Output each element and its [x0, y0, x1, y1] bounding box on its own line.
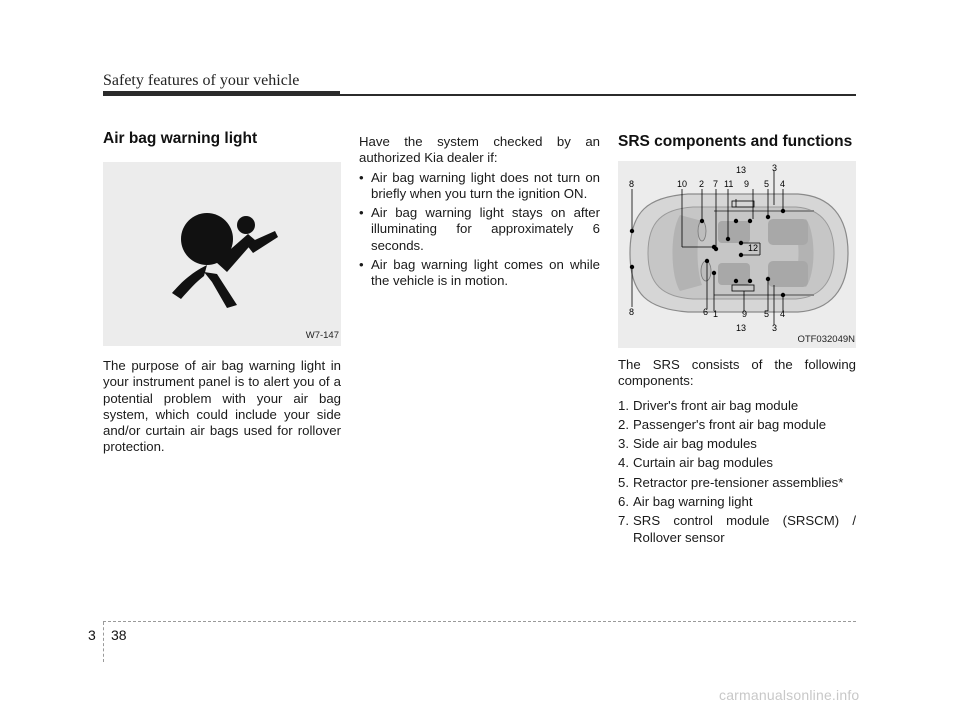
srs-intro: The SRS consists of the following components:	[618, 357, 856, 389]
air-bag-warning-icon	[103, 162, 341, 346]
srs-components-heading: SRS components and functions	[618, 133, 853, 150]
list-item: 5. Retractor pre-tensioner assemblies*	[618, 474, 844, 490]
list-item: 3. Side air bag modules	[618, 436, 757, 452]
page-number: 38	[111, 627, 127, 643]
figure-code: W7-147	[305, 330, 339, 341]
list-item: • Air bag warning light comes on while the vehicle is in motion.	[359, 257, 600, 289]
srs-components-list	[618, 398, 856, 546]
check-system-intro: Have the system checked by an authorized Kia dealer if:	[359, 134, 600, 166]
car-topview-diagram	[618, 161, 856, 348]
air-bag-warning-figure	[103, 162, 341, 346]
diagram-label: 9	[742, 309, 748, 319]
footer-divider	[103, 621, 856, 622]
footer-vertical-divider	[103, 622, 104, 662]
page-header-title: Safety features of your vehicle	[103, 72, 300, 89]
diagram-label: 5	[764, 309, 770, 319]
diagram-label: 13	[736, 165, 747, 175]
srs-components-diagram	[618, 161, 856, 348]
diagram-label: 7	[713, 179, 719, 189]
bullet-icon: •	[359, 169, 364, 185]
air-bag-warning-paragraph: The purpose of air bag warning light in your instrument panel is to alert you of a potential problem with your air bag system, which could include your side and/or curtain air bags used for rollover protection.	[103, 358, 341, 455]
left-column	[103, 130, 341, 456]
list-item: 7. SRS control module (SRSCM) / Rollover sensor	[618, 513, 856, 545]
list-item: 4. Curtain air bag modules	[618, 455, 774, 471]
diagram-label: 12	[748, 243, 759, 253]
diagram-label: 11	[724, 179, 734, 189]
bullet-icon: •	[359, 257, 364, 273]
right-column	[618, 130, 856, 549]
list-item: 6. Air bag warning light	[618, 494, 753, 510]
list-item: • Air bag warning light stays on after illuminating for approximately 6 seconds.	[359, 205, 600, 253]
header-rule-thick	[103, 91, 340, 96]
list-item: 1. Driver's front air bag module	[618, 397, 799, 413]
diagram-label: 3	[772, 163, 778, 173]
list-item: • Air bag warning light does not turn on briefly when you turn the ignition ON.	[359, 169, 600, 201]
diagram-label: 1	[713, 309, 719, 319]
diagram-label: 5	[764, 179, 770, 189]
diagram-label: 8	[629, 179, 635, 189]
diagram-label: 4	[780, 309, 786, 319]
chapter-number: 3	[88, 627, 96, 643]
diagram-label: 2	[699, 179, 705, 189]
diagram-label: 3	[772, 323, 778, 333]
diagram-label: 6	[703, 307, 709, 317]
header-rule-thin	[340, 94, 856, 96]
diagram-label: 13	[736, 323, 747, 333]
watermark: carmanualsonline.info	[719, 687, 860, 703]
figure-code: OTF032049N	[797, 334, 855, 345]
bullet-icon: •	[359, 205, 364, 221]
diagram-label: 4	[780, 179, 786, 189]
list-item: 2. Passenger's front air bag module	[618, 416, 827, 432]
middle-column	[359, 130, 600, 293]
air-bag-warning-heading: Air bag warning light	[103, 130, 258, 147]
warning-conditions-list	[359, 170, 600, 290]
diagram-label: 10	[677, 179, 688, 189]
diagram-label: 8	[629, 307, 635, 317]
diagram-label: 9	[744, 179, 750, 189]
